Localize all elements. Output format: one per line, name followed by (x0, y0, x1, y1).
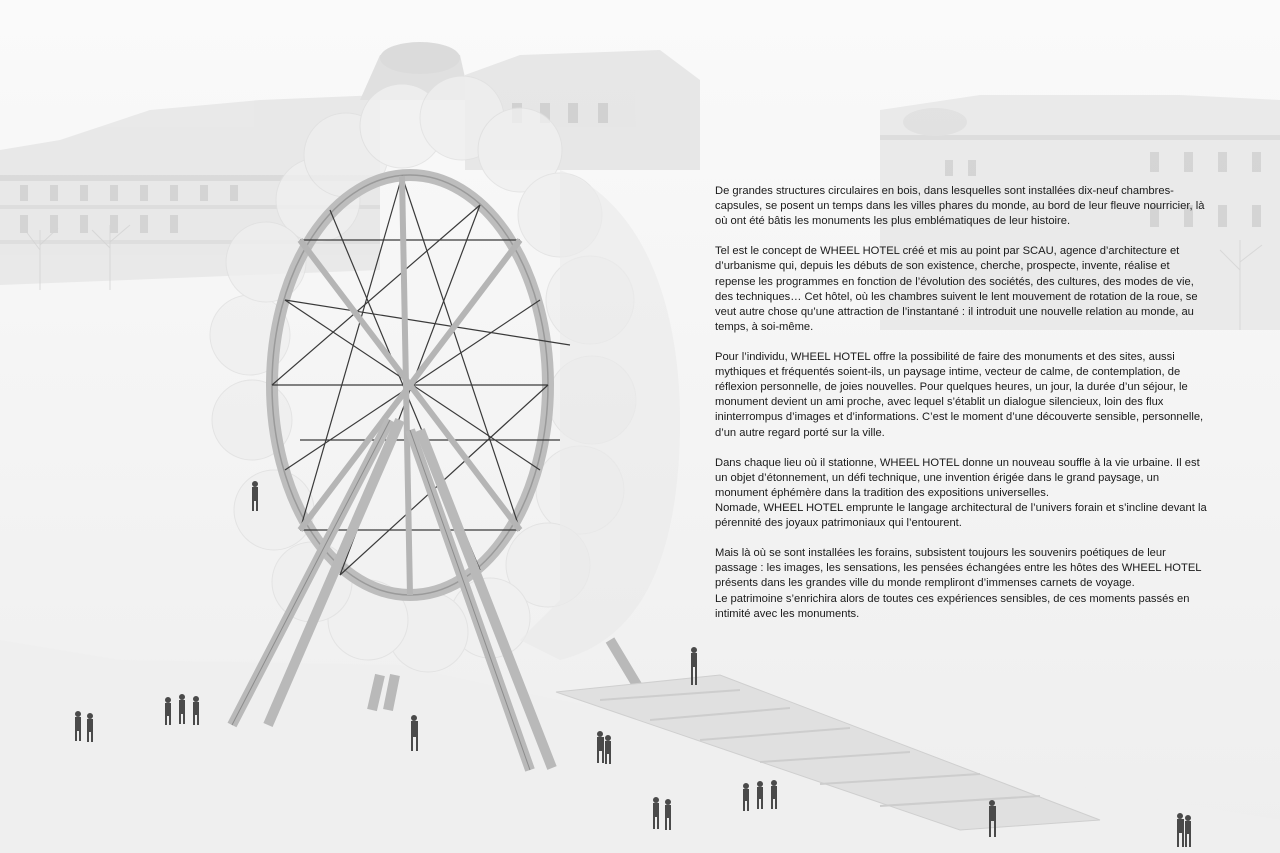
paragraph-memories: Mais là où se sont installées les forains, subsistent toujours les souvenirs poétiques de leur passage : les images, les sensations, les pensées échangées entre les hôtes des WHEEL HOTEL présents dans les grandes ville du monde rempliront d’immenses carnets de voyage. (715, 547, 1202, 590)
paragraph-heritage: Le patrimoine s’enrichira alors de toutes ces expériences sensibles, de ces moments passés en intimité avec les monuments. (715, 592, 1190, 620)
paragraph-individual-experience: Pour l’individu, WHEEL HOTEL offre la possibilité de faire des monuments et des sites, aussi mythiques et fréquentés soient-ils, un paysage intime, vecteur de calme, de contemplation, de réflexion personnelle, de joies nouvelles. Pour quelques heures, un jour, la durée d’un séjour, le monument devient un ami proche, avec lequel s’établit un dialogue silencieux, loin des flux ininterrompus d’images et d’informations. C’est le moment d’une découverte sensible, personnelle, d’un autre regard porté sur la ville. (715, 351, 1204, 439)
paragraph-concept-intro: De grandes structures circulaires en bois, dans lesquelles sont installées dix-neuf chambres-capsules, se posent un temps dans les villes phares du monde, au bord de leur fleuve nourricier, là où ont été bâtis les monuments les plus emblématiques de leur histoire. (715, 185, 1205, 228)
paragraph-urban-life: Dans chaque lieu où il stationne, WHEEL HOTEL donne un nouveau souffle à la vie urbaine. Il est un objet d’étonnement, un défi technique, une invention érigée dans le grand paysage, un monument éphémère dans la tradition des expositions universelles. (715, 456, 1200, 499)
paragraph-nomade: Nomade, WHEEL HOTEL emprunte le langage architectural de l’univers forain et s’incline devant la pérennité des joyaux patrimoniaux qui l’entourent. (715, 501, 1207, 530)
wheel-hotel-description (715, 184, 1207, 637)
paragraph-concept-scau: Tel est le concept de WHEEL HOTEL créé et mis au point par SCAU, agence d’architecture et d’urbanisme qui, depuis les débuts de son existence, cherche, prospecte, invente, réalise et repense les programmes en fonction de l’évolution des sociétés, des cultures, des modes de vie, des techniques… Cet hôtel, où les chambres suivent le lent mouvement de rotation de la roue, se veut autre chose qu’une attraction de l’instantané : il introduit une nouvelle relation au monde, au temps, à soi-même. (715, 245, 1198, 333)
